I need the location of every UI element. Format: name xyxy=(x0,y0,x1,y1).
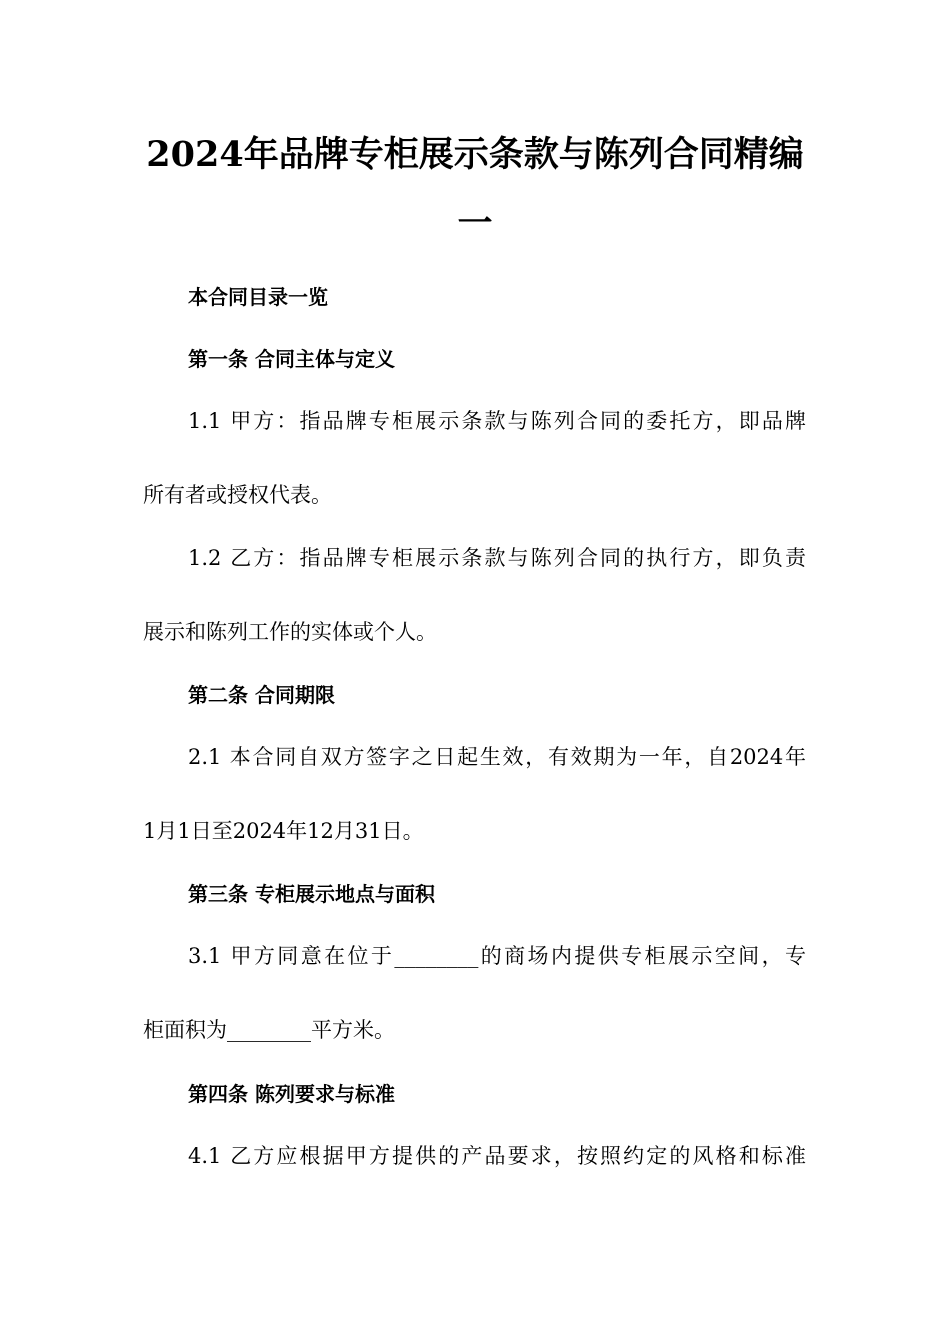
paragraph-2-1-line-1: 2.1 本合同自双方签字之日起生效，有效期为一年，自2024年 xyxy=(188,745,806,769)
document-title-line-1: 2024年品牌专柜展示条款与陈列合同精编 xyxy=(146,134,804,175)
paragraph-3-1-line-1: 3.1 甲方同意在位于________的商场内提供专柜展示空间，专 xyxy=(188,944,806,968)
paragraph-4-1-line-1: 4.1 乙方应根据甲方提供的产品要求，按照约定的风格和标准 xyxy=(188,1144,806,1168)
document-title-line-2: 一 xyxy=(457,203,493,244)
toc-heading: 本合同目录一览 xyxy=(188,285,328,309)
section-heading-1: 第一条 合同主体与定义 xyxy=(188,347,395,371)
section-heading-2: 第二条 合同期限 xyxy=(188,683,335,707)
paragraph-1-2-line-2: 展示和陈列工作的实体或个人。 xyxy=(143,620,437,644)
paragraph-1-1-line-1: 1.1 甲方：指品牌专柜展示条款与陈列合同的委托方，即品牌 xyxy=(188,409,806,433)
paragraph-1-2-line-1: 1.2 乙方：指品牌专柜展示条款与陈列合同的执行方，即负责 xyxy=(188,546,806,570)
section-heading-4: 第四条 陈列要求与标准 xyxy=(188,1082,395,1106)
paragraph-2-1-line-2: 1月1日至2024年12月31日。 xyxy=(143,819,424,843)
paragraph-3-1-line-2: 柜面积为________平方米。 xyxy=(143,1018,395,1042)
section-heading-3: 第三条 专柜展示地点与面积 xyxy=(188,882,435,906)
paragraph-1-1-line-2: 所有者或授权代表。 xyxy=(143,483,332,507)
